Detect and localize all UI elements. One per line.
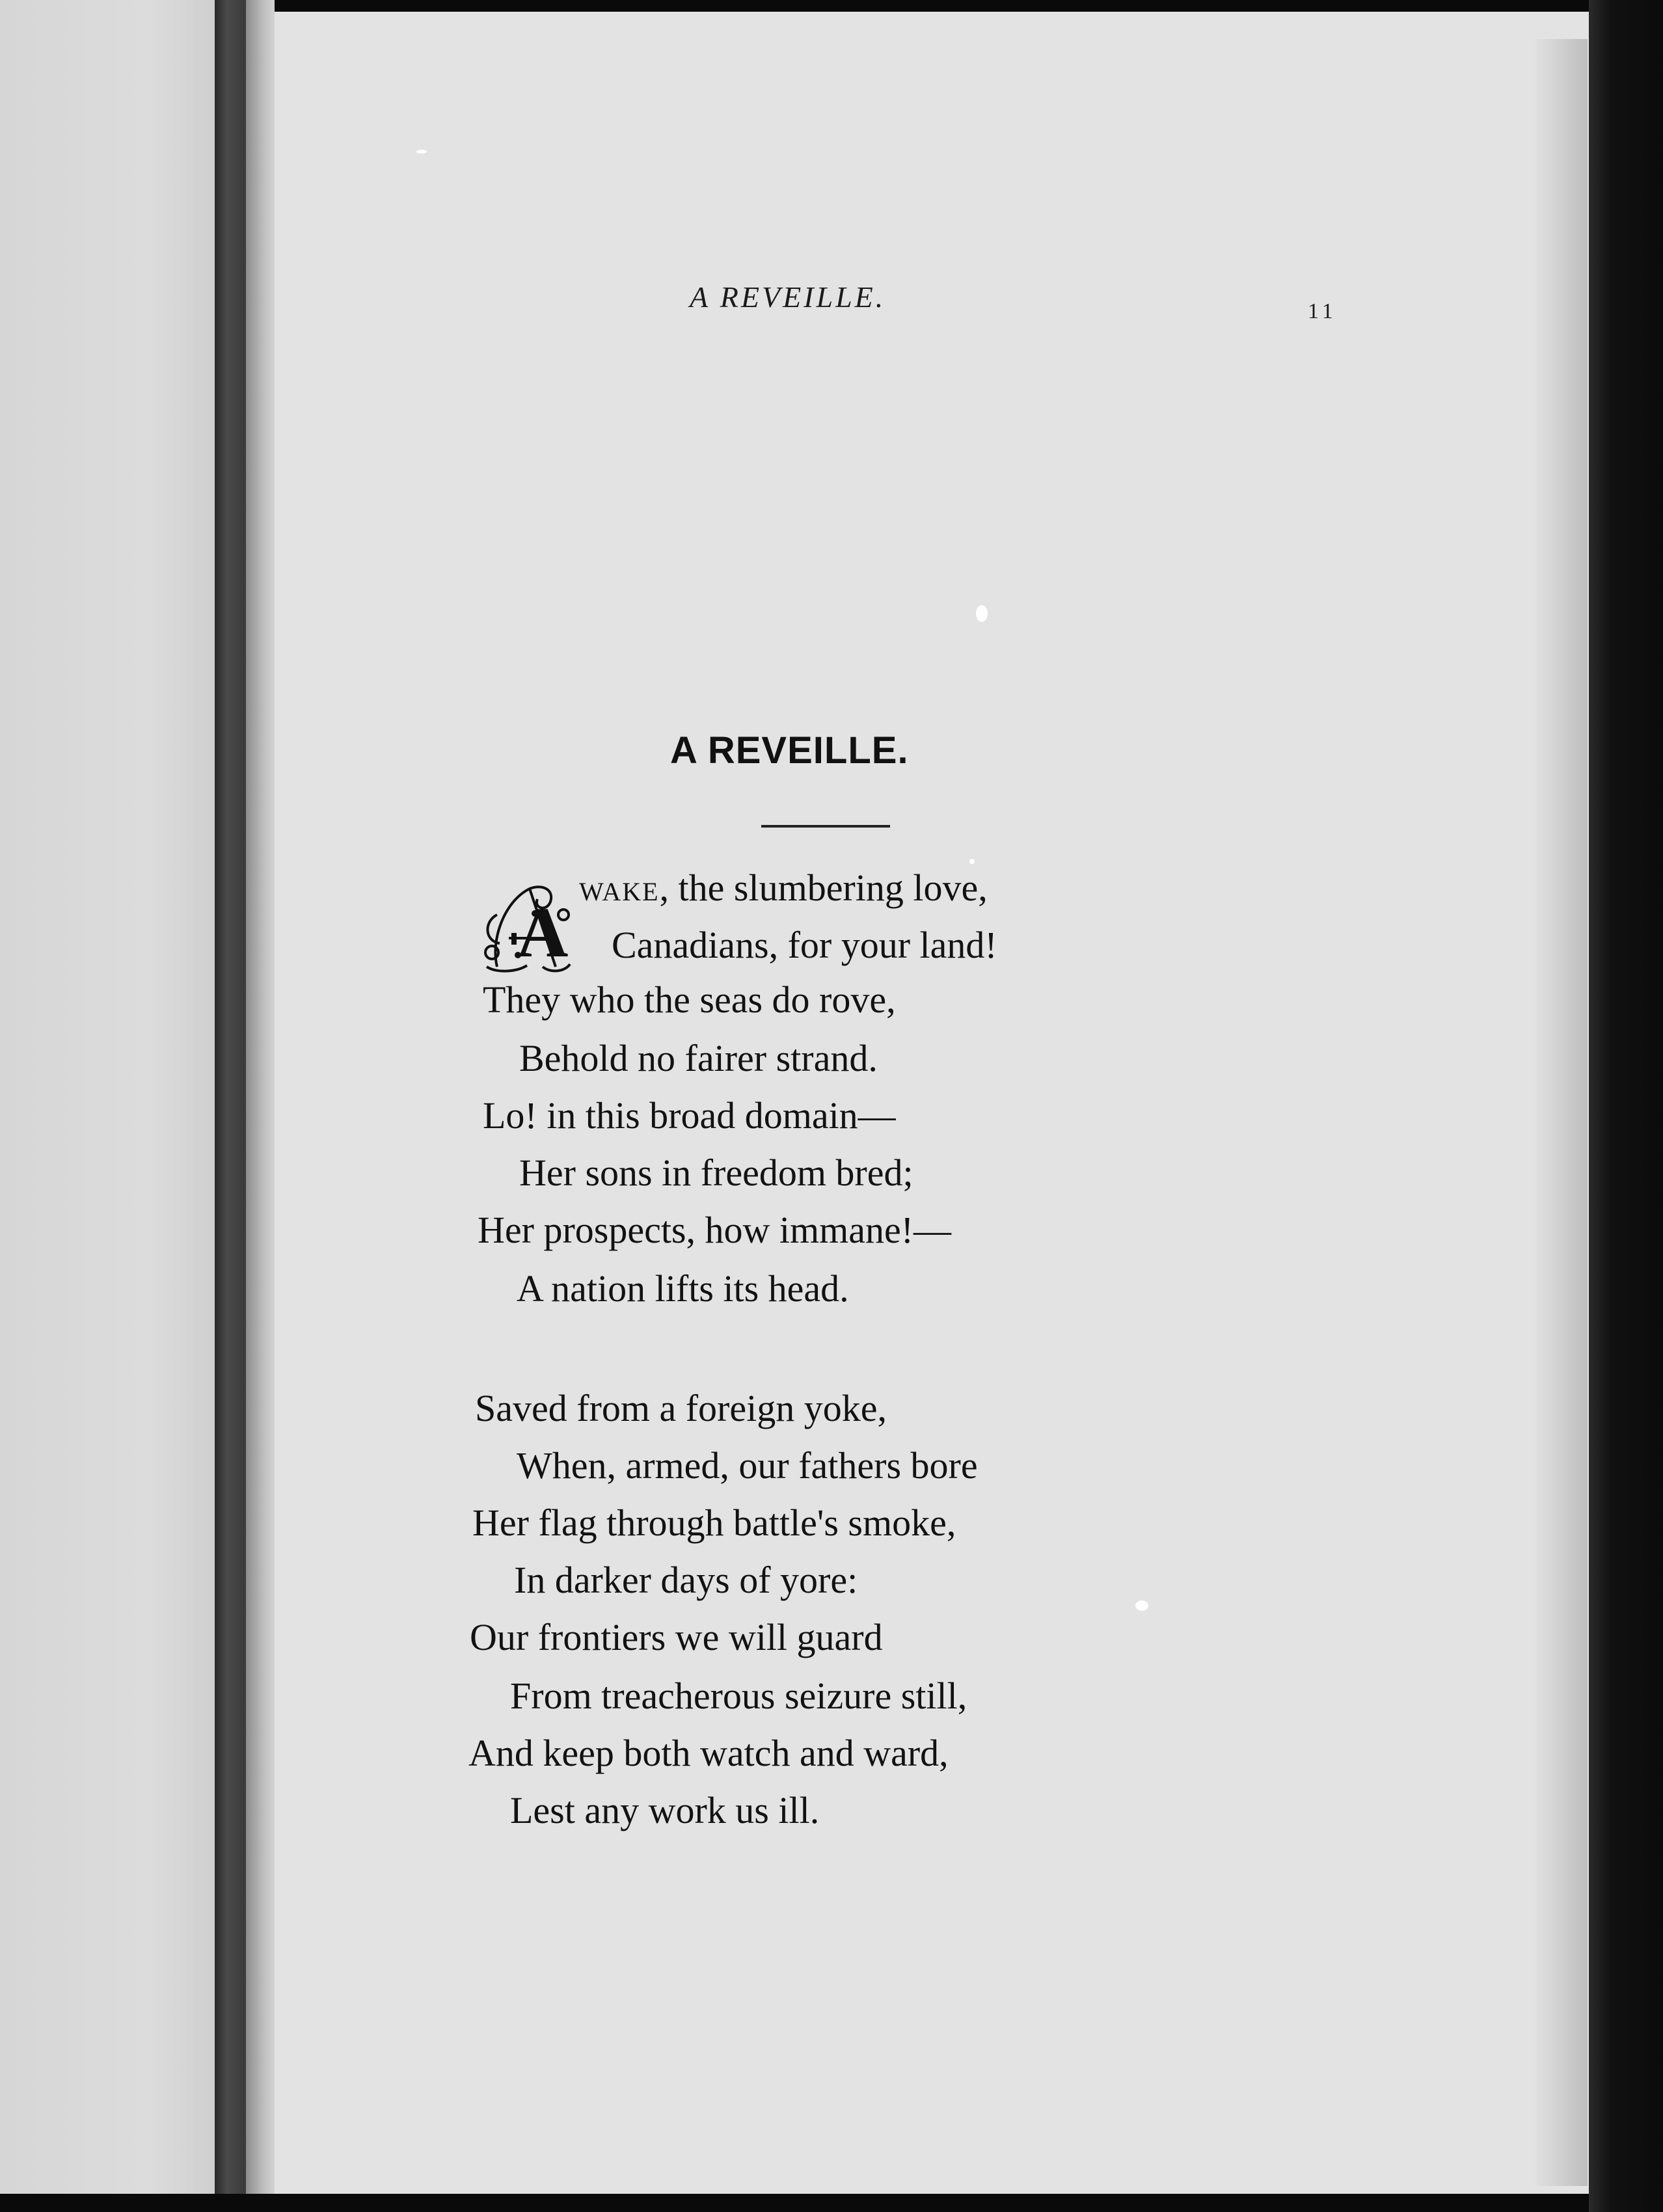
poem-line: Lo! in this broad domain— bbox=[483, 1094, 896, 1137]
poem-line: Our frontiers we will guard bbox=[470, 1616, 883, 1658]
book-page bbox=[275, 12, 1589, 2194]
poem-line bbox=[579, 865, 988, 915]
lead-word: WAKE bbox=[579, 877, 660, 906]
poem-line: Canadians, for your land! bbox=[612, 924, 997, 966]
poem-line: Her flag through battle's smoke, bbox=[472, 1502, 956, 1544]
poem-line: They who the seas do rove, bbox=[483, 978, 896, 1021]
poem-line: Lest any work us ill. bbox=[510, 1789, 820, 1831]
page-fold-shadow bbox=[1535, 39, 1588, 2186]
book-gutter bbox=[215, 0, 246, 2194]
left-page-edge bbox=[0, 0, 215, 2194]
poem-line: From treacherous seizure still, bbox=[510, 1675, 967, 1717]
poem-line: When, armed, our fathers bore bbox=[517, 1444, 978, 1487]
dropcap-letter: A bbox=[517, 893, 569, 972]
poem-line: And keep both watch and ward, bbox=[468, 1732, 949, 1774]
poem-line: Saved from a foreign yoke, bbox=[475, 1387, 887, 1429]
poem-line: Her sons in freedom bred; bbox=[519, 1152, 913, 1194]
poem-line: A nation lifts its head. bbox=[517, 1267, 849, 1310]
ornamental-dropcap-icon bbox=[478, 876, 575, 980]
title-rule bbox=[761, 825, 890, 828]
scan-speck bbox=[976, 605, 988, 622]
poem-line: Her prospects, how immane!— bbox=[478, 1209, 952, 1251]
poem-line: Behold no fairer strand. bbox=[519, 1037, 878, 1079]
scan-speck bbox=[416, 150, 427, 154]
line-text: , the slumbering love, bbox=[659, 867, 988, 909]
scan-speck bbox=[1135, 1600, 1148, 1611]
page-right-edge bbox=[1589, 0, 1663, 2212]
gutter-shadow bbox=[246, 0, 275, 2194]
poem-title: A REVEILLE. bbox=[670, 729, 909, 772]
poem-line: In darker days of yore: bbox=[514, 1559, 858, 1601]
running-head: A REVEILLE. bbox=[690, 280, 886, 314]
scan-speck bbox=[969, 859, 975, 864]
page-number: 11 bbox=[1308, 299, 1337, 323]
